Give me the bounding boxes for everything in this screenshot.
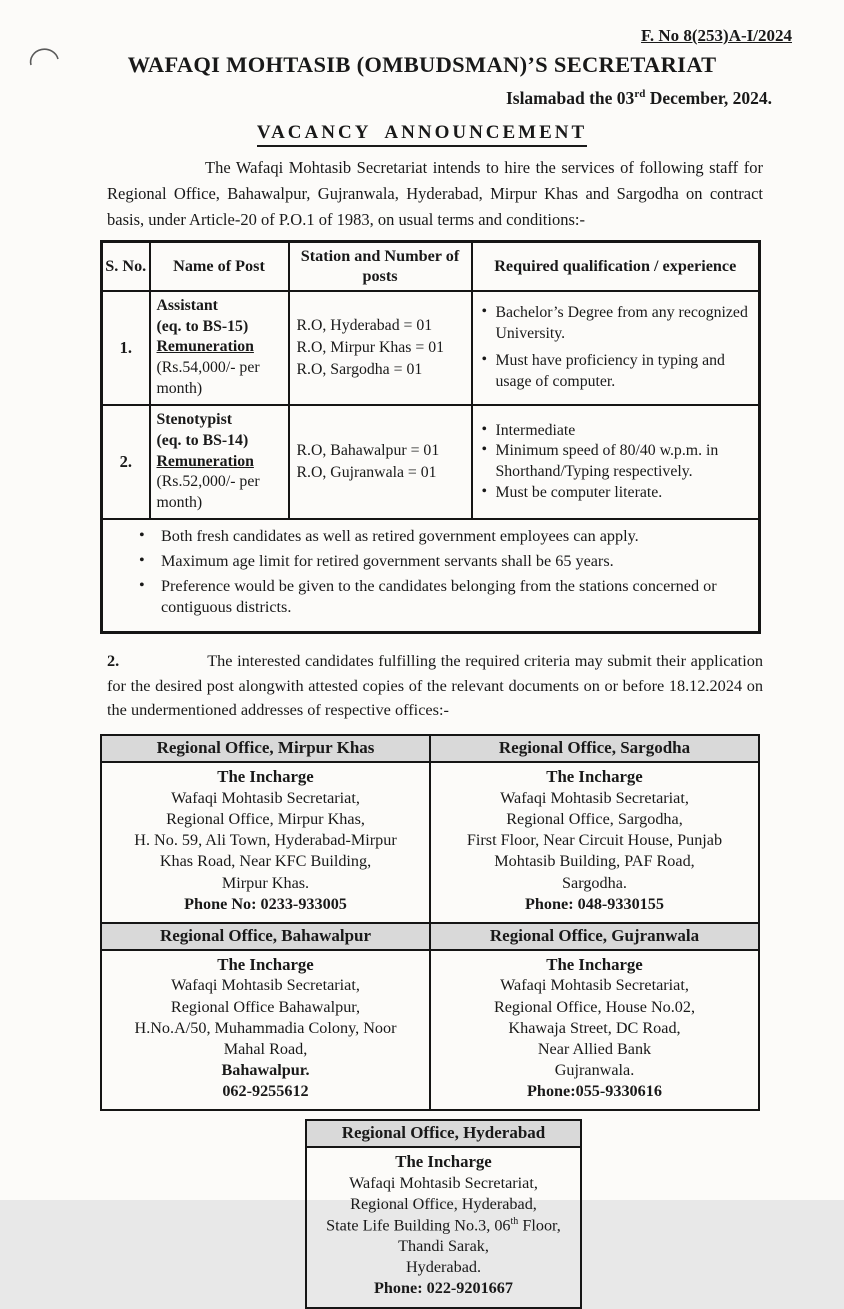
address-line: Wafaqi Mohtasib Secretariat,	[171, 976, 360, 995]
date-line	[0, 88, 844, 109]
posts-table	[100, 240, 761, 634]
note-item: • Preference would be given to the candidates belonging from the stations concerned or contiguous districts.	[135, 576, 744, 619]
office-title-mirpur-khas: Regional Office, Mirpur Khas	[101, 735, 430, 762]
office-address-sargodha	[430, 762, 759, 922]
note-item: • Maximum age limit for retired government servants shall be 65 years.	[135, 551, 744, 572]
office-address-row	[101, 762, 759, 922]
post-cell	[150, 291, 289, 405]
address-line: Regional Office, Hyderabad,	[350, 1194, 537, 1213]
doc-title-row	[0, 122, 844, 147]
table-row-notes	[102, 519, 760, 633]
address-line: First Floor, Near Circuit House, Punjab	[466, 831, 723, 850]
office-title-sargodha: Regional Office, Sargodha	[430, 735, 759, 762]
building-prefix: State Life Building No.3, 06	[326, 1216, 511, 1235]
date-ordinal: rd	[634, 88, 646, 101]
address-line: Khawaja Street, DC Road,	[508, 1018, 681, 1037]
table-row-stenotypist	[102, 405, 760, 519]
incharge-label: The Incharge	[217, 954, 314, 974]
address-line: Regional Office, Sargodha,	[506, 810, 683, 829]
office-phone: Phone: 048-9330155	[525, 894, 664, 913]
building-ordinal: th	[510, 1215, 519, 1227]
post-grade: (eq. to BS-15)	[156, 317, 249, 335]
doc-title: VACANCY ANNOUNCEMENT	[257, 122, 587, 147]
post-name: Stenotypist	[156, 410, 232, 428]
org-title: WAFAQI MOHTASIB (OMBUDSMAN)’S SECRETARIAT	[127, 52, 717, 77]
office-address-hyderabad	[307, 1148, 580, 1308]
station-line: R.O, Bahawalpur = 01	[296, 441, 440, 459]
posts-table-header-row	[102, 242, 760, 291]
address-line: Mirpur Khas.	[221, 873, 310, 892]
address-line: Mahal Road,	[223, 1039, 308, 1058]
address-line: Mohtasib Building, PAF Road,	[494, 852, 695, 871]
qualification-item: • Must be computer literate.	[479, 483, 755, 504]
qualification-item: • Intermediate	[479, 421, 755, 442]
date-suffix: December, 2024.	[645, 88, 772, 108]
office-address-gujranwala	[430, 950, 759, 1110]
incharge-label: The Incharge	[546, 954, 643, 974]
office-phone: 062-9255612	[222, 1081, 309, 1100]
building-suffix: Floor,	[518, 1216, 561, 1235]
incharge-label: The Incharge	[217, 767, 314, 787]
post-salary: (Rs.52,000/- per month)	[156, 473, 260, 512]
post-remuneration-label: Remuneration	[156, 338, 254, 356]
office-title-bahawalpur: Regional Office, Bahawalpur	[101, 923, 430, 950]
col-header-sno: S. No.	[102, 242, 150, 291]
scan-mark-arc	[24, 36, 68, 70]
offices-table	[100, 734, 760, 1110]
address-line-building	[311, 1215, 576, 1236]
address-line: Thandi Sarak,	[398, 1237, 489, 1256]
station-cell	[289, 291, 472, 405]
address-line: Wafaqi Mohtasib Secretariat,	[500, 976, 689, 995]
col-header-station: Station and Number of posts	[289, 242, 472, 291]
station-line: R.O, Gujranwala = 01	[296, 464, 437, 482]
office-address-bahawalpur	[101, 950, 430, 1110]
submission-text: The interested candidates fulfilling the required criteria may submit their application for the desired post alongwith attested copies of the relevant documents on or before 18.12.2024 on the undermentioned addresses of respective offices:-	[107, 651, 763, 719]
qualification-cell	[472, 291, 760, 405]
office-header-row	[101, 923, 759, 950]
sno-cell: 2.	[102, 405, 150, 519]
address-line: Khas Road, Near KFC Building,	[159, 852, 372, 871]
paragraph-number: 2.	[107, 651, 120, 671]
qualification-item: • Must have proficiency in typing and usage of computer.	[479, 351, 755, 392]
station-line: R.O, Mirpur Khas = 01	[296, 338, 445, 356]
submission-paragraph	[107, 649, 763, 722]
qualification-item: • Minimum speed of 80/40 w.p.m. in Shorthand/Typing respectively.	[479, 441, 755, 482]
date-prefix: Islamabad the 03	[505, 88, 635, 108]
incharge-label: The Incharge	[395, 1151, 492, 1171]
office-title-gujranwala: Regional Office, Gujranwala	[430, 923, 759, 950]
station-line: R.O, Hyderabad = 01	[296, 316, 433, 334]
qualification-item: • Bachelor’s Degree from any recognized University.	[479, 303, 755, 344]
address-line: Near Allied Bank	[537, 1039, 652, 1058]
col-header-post: Name of Post	[150, 242, 289, 291]
address-line: Regional Office Bahawalpur,	[170, 997, 361, 1016]
office-address-row	[101, 950, 759, 1110]
post-name: Assistant	[156, 296, 218, 314]
address-line: Wafaqi Mohtasib Secretariat,	[171, 789, 360, 808]
incharge-label: The Incharge	[546, 767, 643, 787]
station-cell	[289, 405, 472, 519]
address-line: Sargodha.	[562, 873, 627, 892]
address-line: Wafaqi Mohtasib Secretariat,	[349, 1173, 538, 1192]
address-line: Hyderabad.	[405, 1258, 482, 1277]
office-phone: Phone No: 0233-933005	[184, 894, 347, 913]
office-address-mirpur-khas	[101, 762, 430, 922]
address-line: Regional Office, House No.02,	[493, 997, 696, 1016]
office-phone: Phone: 022-9201667	[374, 1279, 513, 1298]
address-line: Gujranwala.	[554, 1060, 635, 1079]
notes-cell	[102, 519, 760, 633]
address-city: Bahawalpur.	[221, 1060, 310, 1079]
post-grade: (eq. to BS-14)	[156, 431, 249, 449]
intro-paragraph: The Wafaqi Mohtasib Secretariat intends to hire the services of following staff for Regional Office, Bahawalpur, Gujranwala, Hyderabad, Mirpur Khas and Sargodha on contract basis, under Article-20 of P.O.1 of 1983, on usual terms and conditions:-	[107, 158, 763, 230]
table-row-assistant	[102, 291, 760, 405]
address-line: Regional Office, Mirpur Khas,	[166, 810, 365, 829]
sno-cell: 1.	[102, 291, 150, 405]
qualification-cell	[472, 405, 760, 519]
station-line: R.O, Sargodha = 01	[296, 360, 423, 378]
address-line: Wafaqi Mohtasib Secretariat,	[500, 789, 689, 808]
file-number: F. No 8(253)A-I/2024	[641, 26, 792, 45]
col-header-qualification: Required qualification / experience	[472, 242, 760, 291]
address-line: H. No. 59, Ali Town, Hyderabad-Mirpur	[134, 831, 397, 850]
post-salary: (Rs.54,000/- per month)	[156, 359, 260, 398]
office-box-hyderabad	[305, 1119, 582, 1309]
office-header-row	[101, 735, 759, 762]
post-cell	[150, 405, 289, 519]
post-remuneration-label: Remuneration	[156, 452, 254, 470]
note-item: • Both fresh candidates as well as retired government employees can apply.	[135, 526, 744, 547]
address-line: H.No.A/50, Muhammadia Colony, Noor	[134, 1018, 397, 1037]
office-title-hyderabad: Regional Office, Hyderabad	[307, 1121, 580, 1148]
office-phone: Phone:055-9330616	[527, 1081, 662, 1100]
